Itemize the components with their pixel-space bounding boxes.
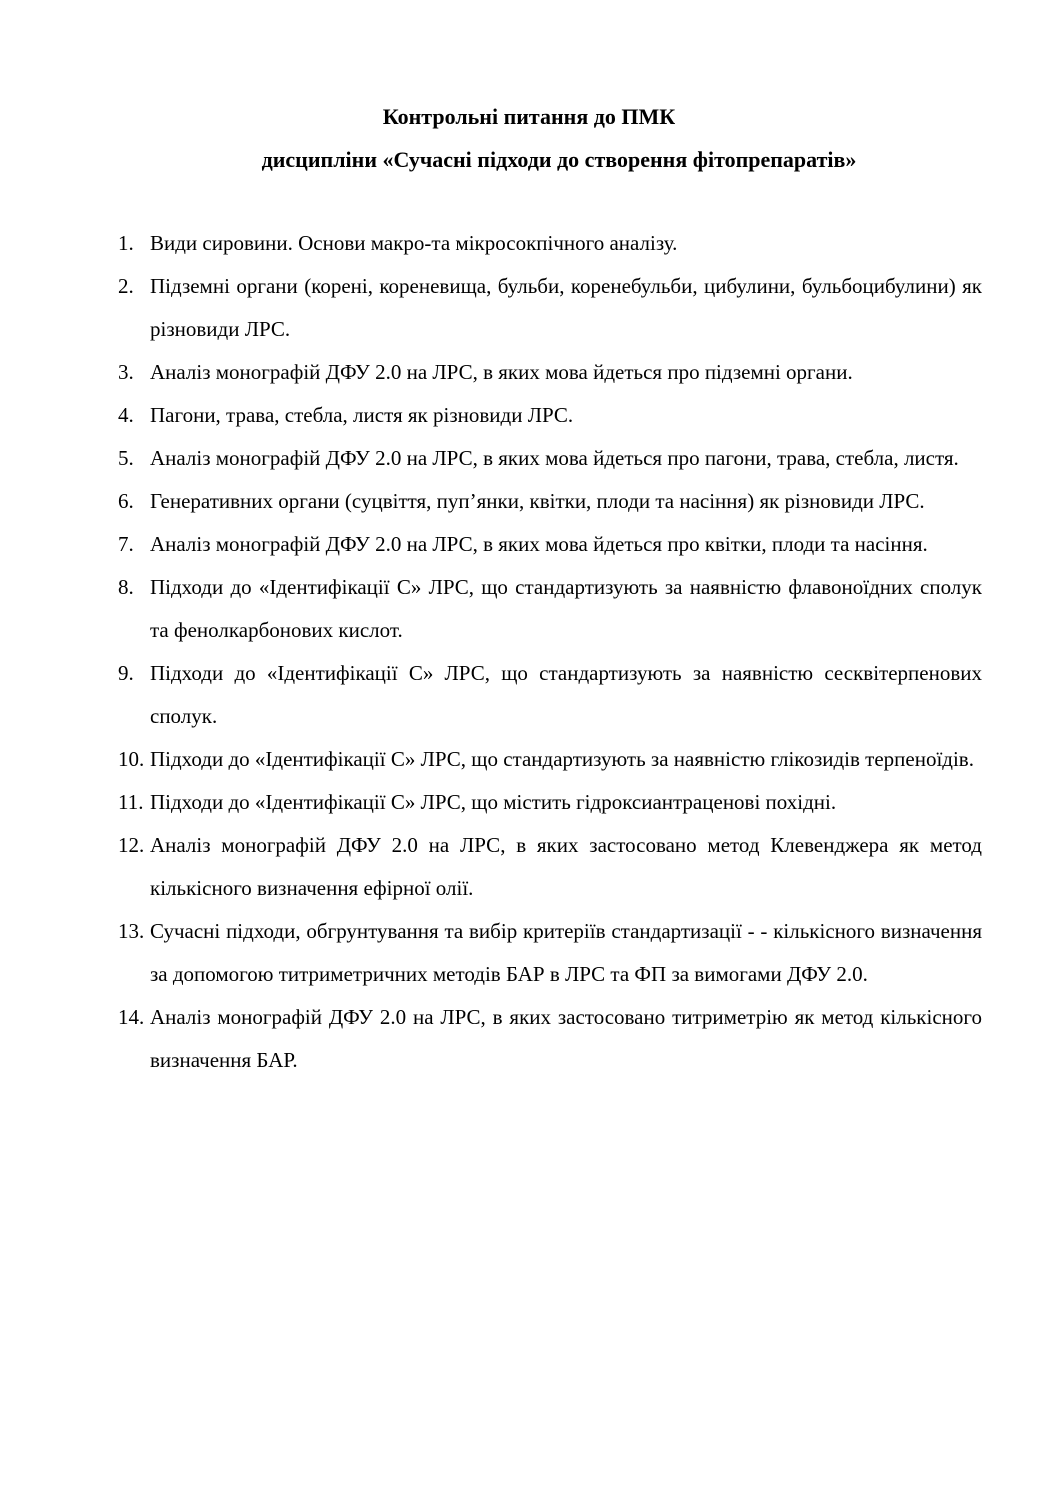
question-number: 6. xyxy=(118,489,134,513)
question-number: 10. xyxy=(118,747,145,771)
question-number: 2. xyxy=(118,274,134,298)
question-number: 8. xyxy=(118,575,134,599)
question-number: 14. xyxy=(118,1005,145,1029)
question-item xyxy=(118,437,982,480)
document-subtitle: дисципліни «Сучасні підходи до створення фітопрепаратів» xyxy=(261,147,857,172)
question-text: Аналіз монографій ДФУ 2.0 на ЛРС, в яких застосовано титриметрію як метод кількісного визначення БАР. xyxy=(150,1005,982,1072)
question-item xyxy=(118,394,982,437)
question-item xyxy=(118,265,982,351)
question-number: 7. xyxy=(118,532,134,556)
question-item xyxy=(118,910,982,996)
question-number: 9. xyxy=(118,661,134,685)
question-text: Підходи до «Ідентифікації С» ЛРС, що стандартизують за наявністю глікозидів терпеноїдів. xyxy=(150,747,974,771)
question-text: Сучасні підходи, обгрунтування та вибір критеріїв стандартизації - - кількісного визначення за допомогою титриметричних методів БАР в ЛРС та ФП за вимогами ДФУ 2.0. xyxy=(150,919,982,986)
question-text: Аналіз монографій ДФУ 2.0 на ЛРС, в яких застосовано метод Клевенджера як метод кількісного визначення ефірної олії. xyxy=(150,833,982,900)
question-item xyxy=(118,523,982,566)
question-number: 5. xyxy=(118,446,134,470)
question-item xyxy=(118,351,982,394)
question-item xyxy=(118,781,982,824)
question-number: 1. xyxy=(118,231,134,255)
question-item xyxy=(118,738,982,781)
question-text: Підходи до «Ідентифікації С» ЛРС, що стандартизують за наявністю флавоноїдних сполук та фенолкарбонових кислот. xyxy=(150,575,982,642)
question-text: Генеративних органи (суцвіття, пуп’янки, квітки, плоди та насіння) як різновиди ЛРС. xyxy=(150,489,925,513)
question-item xyxy=(118,480,982,523)
question-item xyxy=(118,824,982,910)
question-number: 12. xyxy=(118,833,145,857)
question-text: Підходи до «Ідентифікації С» ЛРС, що містить гідроксиантраценові похідні. xyxy=(150,790,837,814)
question-text: Підземні органи (корені, кореневища, бульби, коренебульби, цибулини, бульбоцибулини) як різновиди ЛРС. xyxy=(150,274,982,341)
question-number: 3. xyxy=(118,360,134,384)
question-text: Аналіз монографій ДФУ 2.0 на ЛРС, в яких мова йдеться про підземні органи. xyxy=(150,360,853,384)
question-item xyxy=(118,996,982,1082)
question-text: Види сировини. Основи макро-та мікросокпічного аналізу. xyxy=(150,231,678,255)
question-text: Аналіз монографій ДФУ 2.0 на ЛРС, в яких мова йдеться про квітки, плоди та насіння. xyxy=(150,532,928,556)
question-text: Підходи до «Ідентифікації С» ЛРС, що стандартизують за наявністю сесквітерпенових сполук. xyxy=(150,661,982,728)
questions-list xyxy=(118,222,982,1082)
question-number: 13. xyxy=(118,919,145,943)
question-number: 11. xyxy=(118,790,144,814)
question-text: Аналіз монографій ДФУ 2.0 на ЛРС, в яких мова йдеться про пагони, трава, стебла, листя. xyxy=(150,446,959,470)
question-item xyxy=(118,652,982,738)
question-text: Пагони, трава, стебла, листя як різновиди ЛРС. xyxy=(150,403,574,427)
question-number: 4. xyxy=(118,403,134,427)
question-item xyxy=(118,566,982,652)
question-item xyxy=(118,222,982,265)
document-title: Контрольні питання до ПМК xyxy=(382,104,676,129)
